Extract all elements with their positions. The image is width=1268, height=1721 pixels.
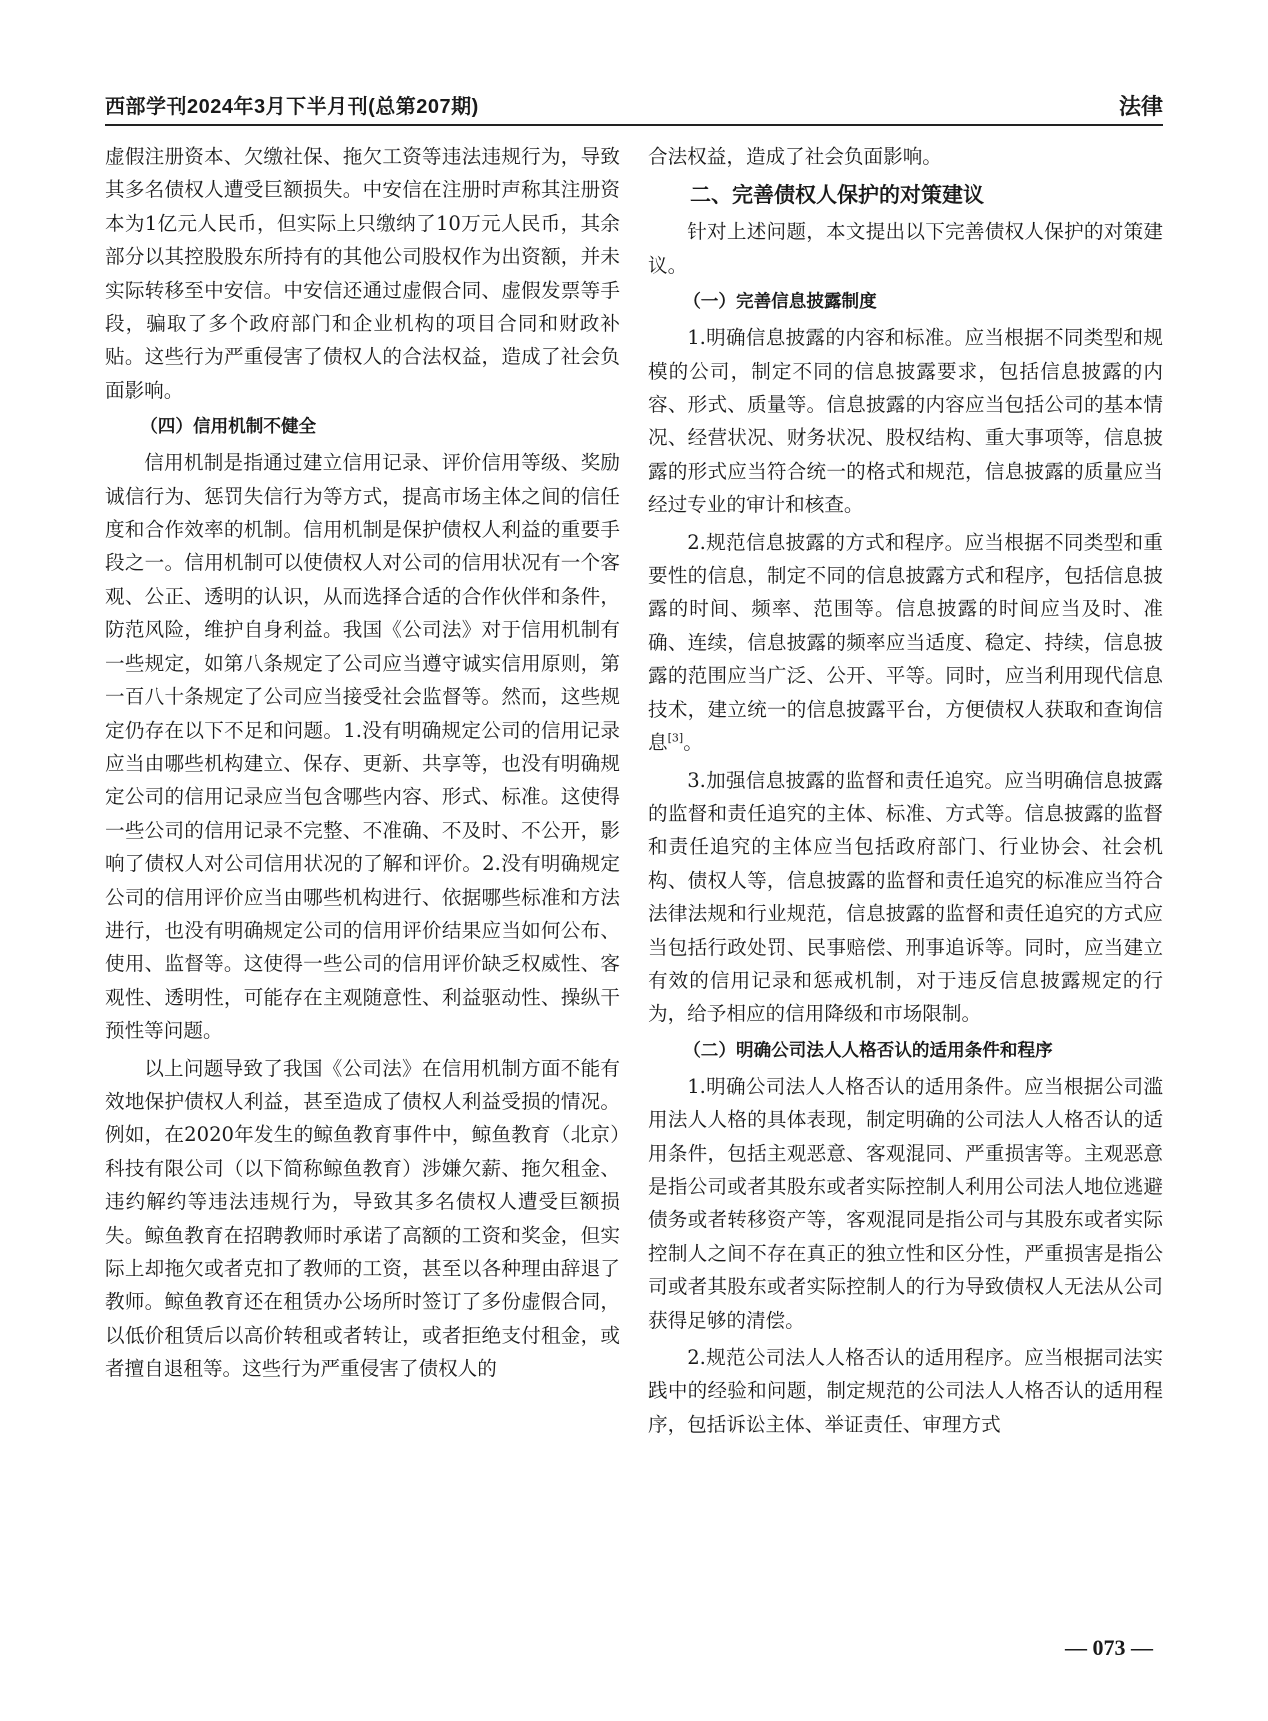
page-header bbox=[105, 86, 1163, 122]
paragraph bbox=[105, 1052, 620, 1386]
paragraph-text: 3.加强信息披露的监督和责任追究。应当明确信息披露的监督和责任追究的主体、标准、方式等。信息披露的监督和责任追究的主体应当包括政府部门、行业协会、社会机构、债权人等，信息披露的监督和责任追究的标准应当符合法律法规和行业规范，信息披露的监督和责任追究的方式应当包括行政处罚、民事赔偿、刑事追诉等。同时，应当建立有效的信用记录和惩戒机制，对于违反信息披露规定的行为，给予相应的信用降级和市场限制。 bbox=[648, 768, 1163, 1026]
paragraph-tail: 。 bbox=[683, 731, 703, 755]
paragraph-text: 1.明确信息披露的内容和标准。应当根据不同类型和规模的公司，制定不同的信息披露要求，包括信息披露的内容、形式、质量等。信息披露的内容应当包括公司的基本情况、经营状况、财务状况、股权结构、重大事项等，信息披露的形式应当符合统一的格式和规范，信息披露的质量应当经过专业的审计和核查。 bbox=[648, 326, 1163, 517]
section-heading: 二、完善债权人保护的对策建议 bbox=[690, 183, 984, 208]
paragraph-text: 合法权益，造成了社会负面影响。 bbox=[648, 145, 942, 168]
paragraph-text: 2.规范公司法人人格否认的适用程序。应当根据司法实践中的经验和问题，制定规范的公司法人人格否认的适用程序，包括诉讼主体、举证责任、审理方式 bbox=[648, 1346, 1163, 1436]
subsection-heading: （一）完善信息披露制度 bbox=[683, 292, 877, 313]
left-column bbox=[105, 140, 620, 1390]
paragraph bbox=[648, 526, 1163, 760]
paragraph bbox=[648, 1341, 1163, 1441]
paragraph-text: 2.规范信息披露的方式和程序。应当根据不同类型和重要性的信息，制定不同的信息披露方式和程序，包括信息披露的时间、频率、范围等。信息披露的时间应当及时、准确、连续，信息披露的频率应当适度、稳定、持续，信息披露的范围应当广泛、公开、平等。同时，应当利用现代信息技术，建立统一的信息披露平台，方便债权人获取和查询信息 bbox=[648, 530, 1163, 755]
section-label: 法律 bbox=[1118, 94, 1163, 119]
subsection-heading: （四）信用机制不健全 bbox=[140, 417, 317, 438]
paragraph-text: 针对上述问题，本文提出以下完善债权人保护的对策建议。 bbox=[648, 220, 1163, 277]
paragraph bbox=[648, 764, 1163, 1031]
paragraph bbox=[648, 140, 1163, 173]
paragraph bbox=[648, 1070, 1163, 1337]
right-column bbox=[648, 140, 1163, 1445]
paragraph-text: 虚假注册资本、欠缴社保、拖欠工资等违法违规行为，导致其多名债权人遭受巨额损失。中安信在注册时声称其注册资本为1亿元人民币，但实际上只缴纳了10万元人民币，其余部分以其控股股东所持有的其他公司股权作为出资额，并未实际转移至中安信。中安信还通过虚假合同、虚假发票等手段，骗取了多个政府部门和企业机构的项目合同和财政补贴。这些行为严重侵害了债权人的合法权益，造成了社会负面影响。 bbox=[105, 145, 620, 402]
paragraph-text: 以上问题导致了我国《公司法》在信用机制方面不能有效地保护债权人利益，甚至造成了债权人利益受损的情况。例如，在2020年发生的鲸鱼教育事件中，鲸鱼教育（北京）科技有限公司（以下简称鲸鱼教育）涉嫌欠薪、拖欠租金、违约解约等违法违规行为，导致其多名债权人遭受巨额损失。鲸鱼教育在招聘教师时承诺了高额的工资和奖金，但实际上却拖欠或者克扣了教师的工资，甚至以各种理由辞退了教师。鲸鱼教育还在租赁办公场所时签订了多份虚假合同，以低价租赁后以高价转租或者转让，或者拒绝支付租金，或者擅自退租等。这些行为严重侵害了债权人的 bbox=[105, 1056, 620, 1381]
paragraph bbox=[648, 321, 1163, 521]
subsection-heading: （二）明确公司法人人格否认的适用条件和程序 bbox=[683, 1040, 1053, 1061]
header-divider bbox=[105, 124, 1163, 126]
paragraph bbox=[105, 446, 620, 1047]
paragraph bbox=[648, 215, 1163, 282]
paragraph-text: 信用机制是指通过建立信用记录、评价信用等级、奖励诚信行为、惩罚失信行为等方式，提高市场主体之间的信任度和合作效率的机制。信用机制是保护债权人利益的重要手段之一。信用机制可以使债权人对公司的信用状况有一个客观、公正、透明的认识，从而选择合适的合作伙伴和条件，防范风险，维护自身利益。我国《公司法》对于信用机制有一些规定，如第八条规定了公司应当遵守诚实信用原则，第一百八十条规定了公司应当接受社会监督等。然而，这些规定仍存在以下不足和问题。1.没有明确规定公司的信用记录应当由哪些机构建立、保存、更新、共享等，也没有明确规定公司的信用记录应当包含哪些内容、形式、标准。这使得一些公司的信用记录不完整、不准确、不及时、不公开，影响了债权人对公司信用状况的了解和评价。2.没有明确规定公司的信用评价应当由哪些机构进行、依据哪些标准和方法进行，也没有明确规定公司的信用评价结果应当如何公布、使用、监督等。这使得一些公司的信用评价缺乏权威性、客观性、透明性，可能存在主观随意性、利益驱动性、操纵干预性等问题。 bbox=[105, 451, 620, 1043]
page-number: — 073 — bbox=[1065, 1635, 1153, 1660]
citation-marker: [3] bbox=[667, 731, 684, 745]
paragraph-text: 1.明确公司法人人格否认的适用条件。应当根据公司滥用法人人格的具体表现，制定明确的公司法人人格否认的适用条件，包括主观恶意、客观混同、严重损害等。主观恶意是指公司或者其股东或者实际控制人利用公司法人地位逃避债务或者转移资产等，客观混同是指公司与其股东或者实际控制人之间不存在真正的独立性和区分性，严重损害是指公司或者其股东或者实际控制人的行为导致债权人无法从公司获得足够的清偿。 bbox=[648, 1074, 1163, 1332]
journal-title: 西部学刊2024年3月下半月刊(总第207期) bbox=[105, 96, 479, 118]
paragraph bbox=[105, 140, 620, 407]
